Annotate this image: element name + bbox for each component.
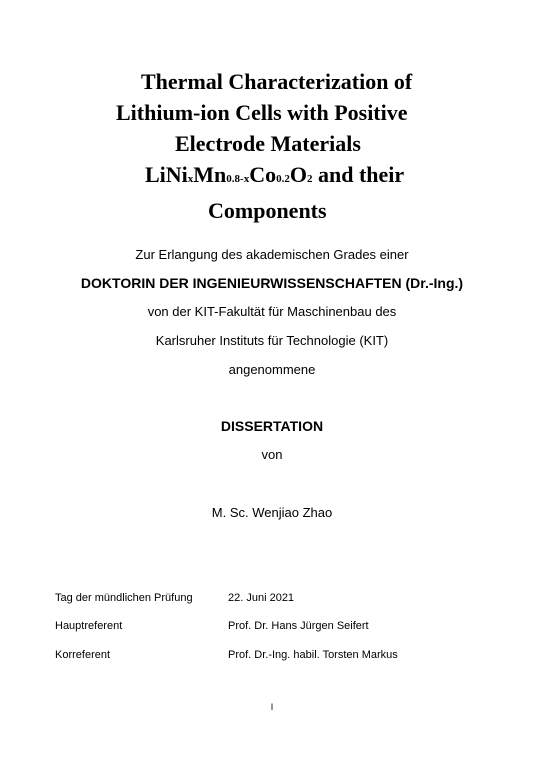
intro-text: Zur Erlangung des akademischen Grades einer [135, 247, 409, 262]
title-line-1: Thermal Characterization of [141, 69, 413, 94]
title-line-5: Components [208, 198, 327, 223]
title-line-4-formula: LiNixMn0.8-xCo0.2O2 and their [145, 162, 405, 187]
exam-date-label: Tag der mündlichen Prüfung [55, 592, 193, 604]
by-text: von [261, 447, 283, 462]
author-name: M. Sc. Wenjiao Zhao [211, 505, 333, 520]
co-referee-value: Prof. Dr.-Ing. habil. Torsten Markus [228, 649, 398, 661]
institute-text: Karlsruher Instituts für Technologie (KIT) [155, 333, 389, 348]
main-referee-value: Prof. Dr. Hans Jürgen Seifert [228, 620, 369, 632]
doc-type-text: DISSERTATION [220, 418, 324, 434]
title-line-2: Lithium-ion Cells with Positive [116, 100, 408, 125]
title-line-3: Electrode Materials [175, 131, 361, 156]
degree-text: DOKTORIN DER INGENIEURWISSENSCHAFTEN (Dr.-Ing.) [80, 275, 464, 291]
accepted-text: angenommene [228, 362, 316, 377]
main-referee-label: Hauptreferent [55, 620, 123, 632]
faculty-text: von der KIT-Fakultät für Maschinenbau des [147, 304, 397, 319]
thesis-title [0, 66, 544, 226]
page-number: I [270, 702, 274, 712]
exam-date-value: 22. Juni 2021 [228, 592, 295, 604]
co-referee-label: Korreferent [55, 649, 111, 661]
